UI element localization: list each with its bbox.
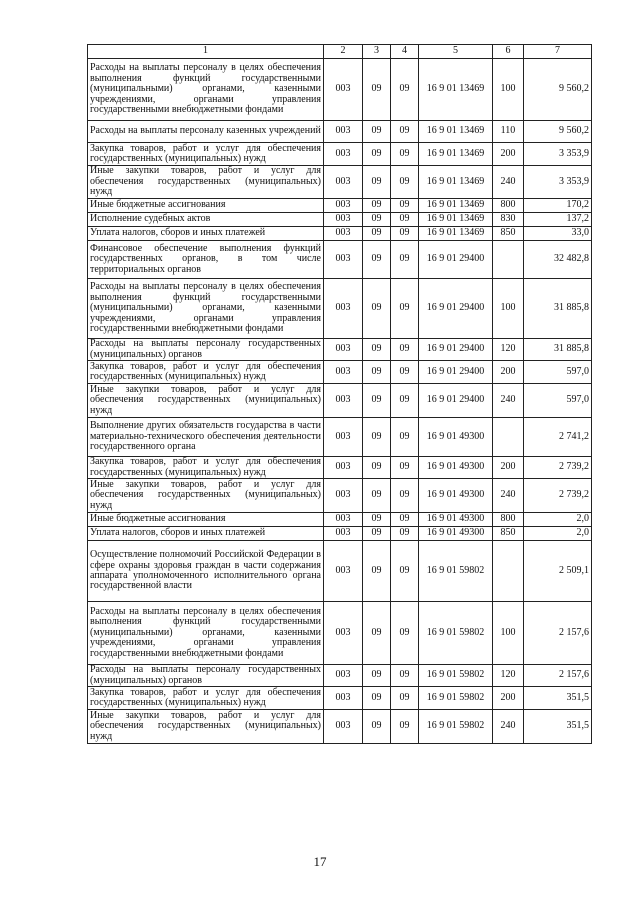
row-section-code: 09: [363, 602, 391, 665]
row-expense-type: 200: [493, 361, 524, 384]
row-expense-type: 110: [493, 121, 524, 143]
table-row: [88, 227, 592, 241]
row-target-article: 16 9 01 49300: [419, 457, 493, 479]
row-name: Уплата налогов, сборов и иных платежей: [88, 227, 324, 241]
column-header: 1: [88, 45, 324, 59]
table-row: [88, 279, 592, 339]
row-subsection-code: 09: [391, 121, 419, 143]
row-ved-code: 003: [324, 166, 363, 199]
row-expense-type: 240: [493, 166, 524, 199]
table-row: [88, 361, 592, 384]
row-amount: 170,2: [524, 199, 592, 213]
column-header: 3: [363, 45, 391, 59]
row-ved-code: 003: [324, 241, 363, 279]
row-section-code: 09: [363, 199, 391, 213]
row-expense-type: 100: [493, 602, 524, 665]
row-target-article: 16 9 01 13469: [419, 143, 493, 166]
row-amount: 31 885,8: [524, 279, 592, 339]
row-ved-code: 003: [324, 279, 363, 339]
row-section-code: 09: [363, 457, 391, 479]
row-section-code: 09: [363, 241, 391, 279]
row-ved-code: 003: [324, 710, 363, 744]
row-name: Закупка товаров, работ и услуг для обеспечения государственных (муниципальных) нужд: [88, 361, 324, 384]
row-section-code: 09: [363, 527, 391, 541]
table-row: [88, 384, 592, 418]
row-section-code: 09: [363, 166, 391, 199]
row-amount: 2 739,2: [524, 479, 592, 513]
row-amount: 2 157,6: [524, 602, 592, 665]
row-amount: 33,0: [524, 227, 592, 241]
row-expense-type: 800: [493, 513, 524, 527]
row-section-code: 09: [363, 361, 391, 384]
table-row: [88, 166, 592, 199]
row-ved-code: 003: [324, 541, 363, 602]
row-name: Закупка товаров, работ и услуг для обеспечения государственных (муниципальных) нужд: [88, 143, 324, 166]
table-row: [88, 199, 592, 213]
row-section-code: 09: [363, 384, 391, 418]
row-target-article: 16 9 01 59802: [419, 602, 493, 665]
row-amount: 9 560,2: [524, 121, 592, 143]
column-header: 2: [324, 45, 363, 59]
table-row: [88, 513, 592, 527]
row-target-article: 16 9 01 29400: [419, 339, 493, 361]
row-ved-code: 003: [324, 687, 363, 710]
row-expense-type: 120: [493, 339, 524, 361]
row-section-code: 09: [363, 213, 391, 227]
column-header: 5: [419, 45, 493, 59]
table-row: [88, 602, 592, 665]
row-subsection-code: 09: [391, 143, 419, 166]
row-ved-code: 003: [324, 121, 363, 143]
row-name: Расходы на выплаты персоналу в целях обеспечения выполнения функций государственными (муниципальными) органами, казенными учреждениями, органами управления государственными внебюджетными фондами: [88, 602, 324, 665]
table-row: [88, 121, 592, 143]
row-name: Финансовое обеспечение выполнения функций государственных органов, в том числе территориальных органов: [88, 241, 324, 279]
row-name: Иные закупки товаров, работ и услуг для обеспечения государственных (муниципальных) нужд: [88, 384, 324, 418]
row-target-article: 16 9 01 59802: [419, 687, 493, 710]
row-amount: 9 560,2: [524, 59, 592, 121]
row-subsection-code: 09: [391, 541, 419, 602]
row-name: Закупка товаров, работ и услуг для обеспечения государственных (муниципальных) нужд: [88, 457, 324, 479]
column-header: 6: [493, 45, 524, 59]
row-expense-type: 240: [493, 479, 524, 513]
column-header: 7: [524, 45, 592, 59]
row-ved-code: 003: [324, 339, 363, 361]
row-amount: 3 353,9: [524, 143, 592, 166]
row-ved-code: 003: [324, 527, 363, 541]
page-number: 17: [313, 854, 327, 869]
row-subsection-code: 09: [391, 513, 419, 527]
row-ved-code: 003: [324, 384, 363, 418]
row-target-article: 16 9 01 49300: [419, 527, 493, 541]
row-ved-code: 003: [324, 665, 363, 687]
row-section-code: 09: [363, 339, 391, 361]
row-name: Иные закупки товаров, работ и услуг для обеспечения государственных (муниципальных) нужд: [88, 479, 324, 513]
row-subsection-code: 09: [391, 227, 419, 241]
row-subsection-code: 09: [391, 687, 419, 710]
row-expense-type: 240: [493, 384, 524, 418]
row-name: Закупка товаров, работ и услуг для обеспечения государственных (муниципальных) нужд: [88, 687, 324, 710]
row-name: Расходы на выплаты персоналу государственных (муниципальных) органов: [88, 339, 324, 361]
row-section-code: 09: [363, 121, 391, 143]
row-subsection-code: 09: [391, 339, 419, 361]
row-subsection-code: 09: [391, 665, 419, 687]
column-header: 4: [391, 45, 419, 59]
table-row: [88, 418, 592, 457]
row-name: Иные закупки товаров, работ и услуг для обеспечения государственных (муниципальных) нужд: [88, 710, 324, 744]
row-expense-type: 850: [493, 527, 524, 541]
table-row: [88, 59, 592, 121]
row-expense-type: 850: [493, 227, 524, 241]
row-ved-code: 003: [324, 602, 363, 665]
row-name: Расходы на выплаты персоналу казенных учреждений: [88, 121, 324, 143]
row-section-code: 09: [363, 279, 391, 339]
row-name: Расходы на выплаты персоналу в целях обеспечения выполнения функций государственными (муниципальными) органами, казенными учреждениями, органами управления государственными внебюджетными фондами: [88, 59, 324, 121]
row-target-article: 16 9 01 29400: [419, 384, 493, 418]
row-expense-type: 830: [493, 213, 524, 227]
row-section-code: 09: [363, 143, 391, 166]
row-subsection-code: 09: [391, 457, 419, 479]
table-row: [88, 241, 592, 279]
row-amount: 2 157,6: [524, 665, 592, 687]
row-expense-type: 240: [493, 710, 524, 744]
table-body: [88, 59, 592, 744]
row-expense-type: [493, 241, 524, 279]
row-subsection-code: 09: [391, 279, 419, 339]
row-amount: 2,0: [524, 527, 592, 541]
row-subsection-code: 09: [391, 199, 419, 213]
row-name: Расходы на выплаты персоналу в целях обеспечения выполнения функций государственными (муниципальными) органами, казенными учреждениями, органами управления государственными внебюджетными фондами: [88, 279, 324, 339]
table-row: [88, 143, 592, 166]
row-target-article: 16 9 01 13469: [419, 199, 493, 213]
row-ved-code: 003: [324, 479, 363, 513]
row-ved-code: 003: [324, 59, 363, 121]
row-expense-type: 100: [493, 279, 524, 339]
row-subsection-code: 09: [391, 527, 419, 541]
row-section-code: 09: [363, 59, 391, 121]
row-section-code: 09: [363, 541, 391, 602]
row-amount: 3 353,9: [524, 166, 592, 199]
row-name: Иные закупки товаров, работ и услуг для обеспечения государственных (муниципальных) нужд: [88, 166, 324, 199]
row-amount: 2 741,2: [524, 418, 592, 457]
row-ved-code: 003: [324, 199, 363, 213]
row-target-article: 16 9 01 29400: [419, 241, 493, 279]
row-name: Уплата налогов, сборов и иных платежей: [88, 527, 324, 541]
row-subsection-code: 09: [391, 213, 419, 227]
row-name: Иные бюджетные ассигнования: [88, 513, 324, 527]
row-subsection-code: 09: [391, 602, 419, 665]
row-target-article: 16 9 01 13469: [419, 59, 493, 121]
row-target-article: 16 9 01 13469: [419, 166, 493, 199]
table-row: [88, 665, 592, 687]
row-ved-code: 003: [324, 513, 363, 527]
row-target-article: 16 9 01 49300: [419, 479, 493, 513]
row-expense-type: 100: [493, 59, 524, 121]
row-amount: 2,0: [524, 513, 592, 527]
row-amount: 137,2: [524, 213, 592, 227]
row-section-code: 09: [363, 418, 391, 457]
row-section-code: 09: [363, 513, 391, 527]
row-subsection-code: 09: [391, 384, 419, 418]
row-target-article: 16 9 01 49300: [419, 513, 493, 527]
row-amount: 2 509,1: [524, 541, 592, 602]
row-name: Расходы на выплаты персоналу государственных (муниципальных) органов: [88, 665, 324, 687]
row-section-code: 09: [363, 687, 391, 710]
row-ved-code: 003: [324, 457, 363, 479]
row-target-article: 16 9 01 13469: [419, 121, 493, 143]
row-expense-type: [493, 418, 524, 457]
row-amount: 597,0: [524, 384, 592, 418]
row-expense-type: [493, 541, 524, 602]
row-subsection-code: 09: [391, 361, 419, 384]
row-subsection-code: 09: [391, 479, 419, 513]
row-name: Выполнение других обязательств государства в части материально-технического обеспечения деятельности государственного органа: [88, 418, 324, 457]
row-target-article: 16 9 01 59802: [419, 710, 493, 744]
row-section-code: 09: [363, 710, 391, 744]
row-amount: 351,5: [524, 710, 592, 744]
row-section-code: 09: [363, 665, 391, 687]
row-ved-code: 003: [324, 418, 363, 457]
table-row: [88, 687, 592, 710]
row-expense-type: 800: [493, 199, 524, 213]
row-subsection-code: 09: [391, 418, 419, 457]
row-amount: 32 482,8: [524, 241, 592, 279]
row-target-article: 16 9 01 29400: [419, 279, 493, 339]
row-subsection-code: 09: [391, 166, 419, 199]
row-subsection-code: 09: [391, 710, 419, 744]
table-row: [88, 339, 592, 361]
row-expense-type: 200: [493, 687, 524, 710]
row-expense-type: 200: [493, 457, 524, 479]
row-target-article: 16 9 01 59802: [419, 665, 493, 687]
row-name: Иные бюджетные ассигнования: [88, 199, 324, 213]
row-target-article: 16 9 01 29400: [419, 361, 493, 384]
table-row: [88, 213, 592, 227]
row-expense-type: 200: [493, 143, 524, 166]
row-subsection-code: 09: [391, 241, 419, 279]
row-subsection-code: 09: [391, 59, 419, 121]
row-section-code: 09: [363, 227, 391, 241]
row-amount: 597,0: [524, 361, 592, 384]
row-ved-code: 003: [324, 361, 363, 384]
row-ved-code: 003: [324, 213, 363, 227]
row-ved-code: 003: [324, 227, 363, 241]
table-row: [88, 479, 592, 513]
row-amount: 31 885,8: [524, 339, 592, 361]
table-row: [88, 541, 592, 602]
table-row: [88, 527, 592, 541]
row-expense-type: 120: [493, 665, 524, 687]
row-name: Осуществление полномочий Российской Федерации в сфере охраны здоровья граждан в части содержания аппарата уполномоченного исполнительного органа государственной власти: [88, 541, 324, 602]
table-header-row: [88, 45, 592, 59]
table-row: [88, 710, 592, 744]
budget-table: [87, 44, 592, 744]
row-amount: 2 739,2: [524, 457, 592, 479]
row-ved-code: 003: [324, 143, 363, 166]
table-row: [88, 457, 592, 479]
row-target-article: 16 9 01 13469: [419, 227, 493, 241]
row-section-code: 09: [363, 479, 391, 513]
row-target-article: 16 9 01 49300: [419, 418, 493, 457]
row-amount: 351,5: [524, 687, 592, 710]
row-target-article: 16 9 01 59802: [419, 541, 493, 602]
row-target-article: 16 9 01 13469: [419, 213, 493, 227]
row-name: Исполнение судебных актов: [88, 213, 324, 227]
